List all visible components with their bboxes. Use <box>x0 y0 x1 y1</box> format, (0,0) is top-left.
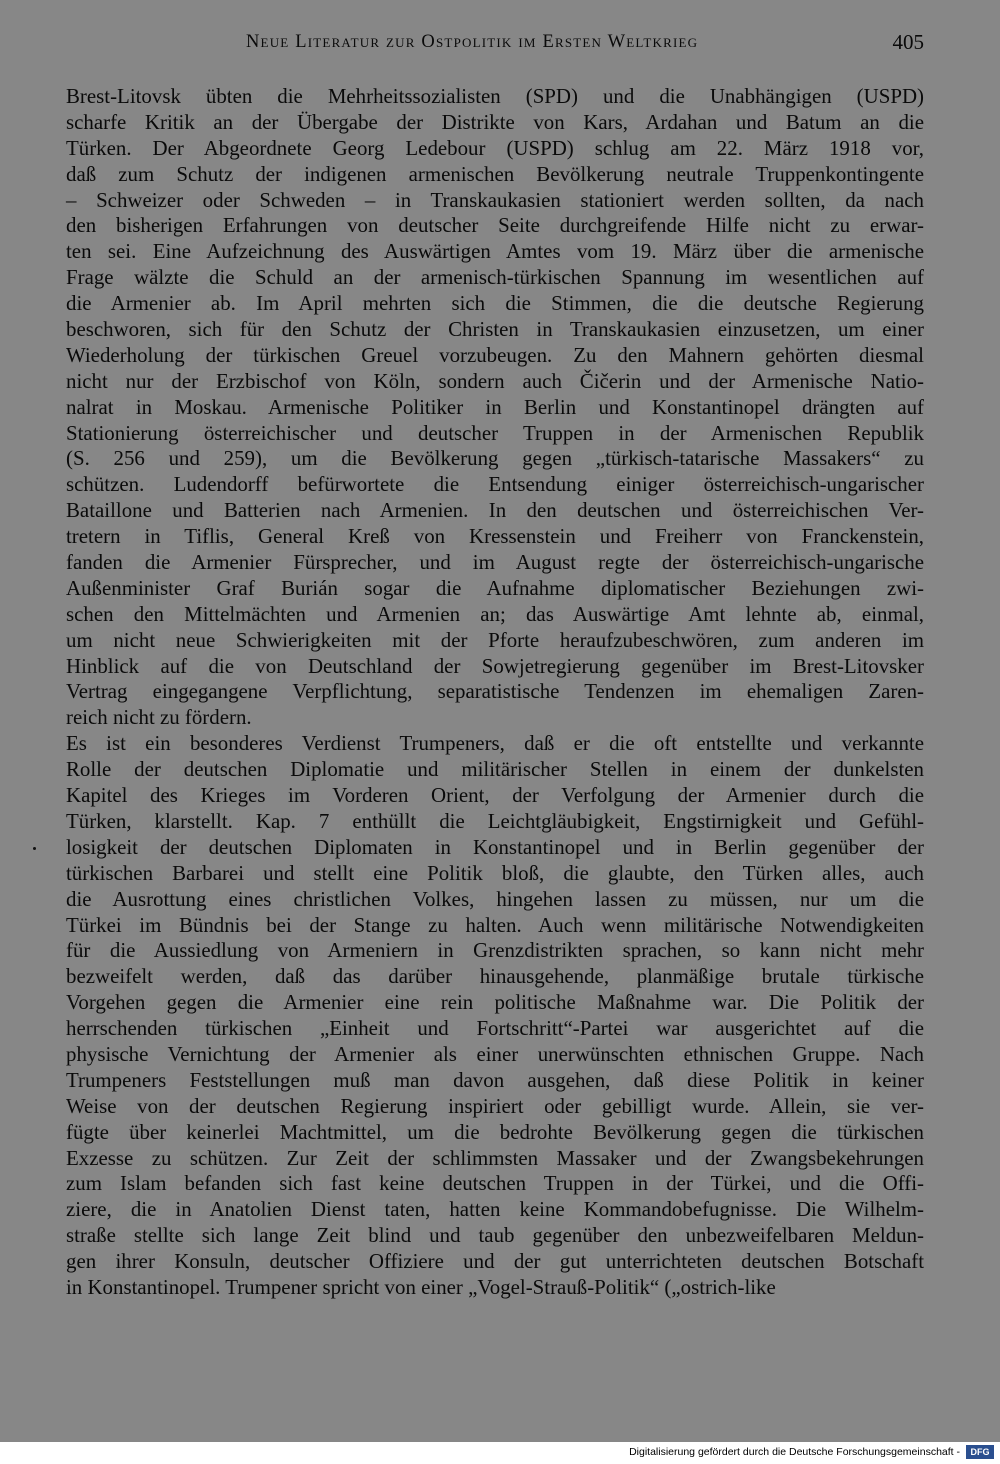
text-line: reich nicht zu fördern. <box>66 705 252 730</box>
text-line: – Schweizer oder Schweden – in Transkaukasien stationiert werden sollten, da nach <box>66 187 924 212</box>
text-line: schen den Mittelmächten und Armenien an; das Auswärtige Amt lehnte ab, einmal, <box>66 601 924 626</box>
text-line: Bataillone und Batterien nach Armenien. In den deutschen und österreichischen Ver- <box>66 498 924 523</box>
text-line: Türken, klarstellt. Kap. 7 enthüllt die Leichtgläubigkeit, Engstirnigkeit und Gefühl- <box>66 808 924 833</box>
text-line: fügte über keinerlei Machtmittel, um die bedrohte Bevölkerung gegen die türkischen <box>66 1119 924 1144</box>
text-line: fanden die Armenier Fürsprecher, und im August regte der österreichisch-ungarische <box>66 550 924 575</box>
margin-mark <box>33 847 36 850</box>
dfg-logo: DFG <box>966 1445 994 1459</box>
text-line: ziere, die in Anatolien Dienst taten, hatten keine Kommandobefugnisse. Die Wilhelm- <box>66 1197 924 1222</box>
text-line: Rolle der deutschen Diplomatie und militärischer Stellen in einem der dunkelsten <box>66 757 924 782</box>
text-line: scharfe Kritik an der Übergabe der Distrikte von Kars, Ardahan und Batum an die <box>66 109 924 134</box>
text-line: Vertrag eingegangene Verpflichtung, separatistische Tendenzen im ehemaligen Zaren- <box>66 679 924 704</box>
text-line: nicht nur der Erzbischof von Köln, sondern auch Čičerin und der Armenische Natio- <box>66 368 924 393</box>
text-line: in Konstantinopel. Trumpener spricht von einer „Vogel-Strauß-Politik“ („ostrich-like <box>66 1274 776 1299</box>
page-number: 405 <box>892 30 924 54</box>
page-header <box>66 28 924 62</box>
text-line: Es ist ein besonderes Verdienst Trumpeners, daß er die oft entstellte und verkannte <box>66 731 924 756</box>
text-line: losigkeit der deutschen Diplomaten in Konstantinopel und in Berlin gegenüber der <box>66 834 924 859</box>
text-line: gen ihrer Konsuln, deutscher Offiziere und der gut unterrichteten deutschen Botschaft <box>66 1249 924 1274</box>
text-line: Brest-Litovsk übten die Mehrheitssozialisten (SPD) und die Unabhängigen (USPD) <box>66 84 924 108</box>
text-line: Außenminister Graf Burián sogar die Aufnahme diplomatischer Beziehungen zwi- <box>66 575 924 600</box>
text-line: um nicht neue Schwierigkeiten mit der Pforte heraufzubeschwören, zum anderen im <box>66 627 924 652</box>
text-line: den bisherigen Erfahrungen von deutscher Seite durchgreifende Hilfe nicht zu erwar- <box>66 213 924 238</box>
text-line: für die Aussiedlung von Armeniern in Grenzdistrikten sprachen, so kann nicht mehr <box>66 938 924 963</box>
text-line: Wiederholung der türkischen Greuel vorzubeugen. Zu den Mahnern gehörten diesmal <box>66 342 924 367</box>
body-text <box>66 84 924 1301</box>
text-line: nalrat in Moskau. Armenische Politiker in Berlin und Konstantinopel drängten auf <box>66 394 924 419</box>
text-line: straße stellte sich lange Zeit blind und taub gegenüber den unbezweifelbaren Meldun- <box>66 1223 924 1248</box>
text-line: tretern in Tiflis, General Kreß von Kressenstein und Freiherr von Franckenstein, <box>66 524 924 549</box>
text-line: beschworen, sich für den Schutz der Christen in Transkaukasien einzusetzen, um einer <box>66 317 924 342</box>
digitization-footer <box>0 1442 1000 1464</box>
text-line: zum Islam befanden sich fast keine deutschen Truppen in der Türkei, und die Offi- <box>66 1171 924 1196</box>
text-line: ten sei. Eine Aufzeichnung des Auswärtigen Amtes vom 19. März über die armenische <box>66 239 924 264</box>
text-line: türkischen Barbarei und stellt eine Politik bloß, die glaubte, den Türken alles, auch <box>66 860 924 885</box>
text-line: die Ausrottung eines christlichen Volkes, hingehen lassen zu müssen, nur um die <box>66 886 924 911</box>
text-line: Türkei im Bündnis bei der Stange zu halten. Auch wenn militärische Notwendigkeiten <box>66 912 924 937</box>
text-line: Kapitel des Krieges im Vorderen Orient, der Verfolgung der Armenier durch die <box>66 783 924 808</box>
text-line: (S. 256 und 259), um die Bevölkerung gegen „türkisch-tatarische Massakers“ zu <box>66 446 924 471</box>
text-line: Weise von der deutschen Regierung inspiriert oder gebilligt wurde. Allein, sie ver- <box>66 1093 924 1118</box>
text-line: daß zum Schutz der indigenen armenischen Bevölkerung neutrale Truppenkontingente <box>66 161 924 186</box>
text-line: Hinblick auf die von Deutschland der Sowjetregierung gegenüber im Brest-Litovsker <box>66 653 924 678</box>
text-line: herrschenden türkischen „Einheit und Fortschritt“-Partei war ausgerichtet auf die <box>66 1016 924 1041</box>
text-line: Türken. Der Abgeordnete Georg Ledebour (USPD) schlug am 22. März 1918 vor, <box>66 135 924 160</box>
text-line: schützen. Ludendorff befürwortete die Entsendung einiger österreichisch-ungarischer <box>66 472 924 497</box>
text-line: physische Vernichtung der Armenier als einer unerwünschten ethnischen Gruppe. Nach <box>66 1041 924 1066</box>
text-line: die Armenier ab. Im April mehrten sich die Stimmen, die die deutsche Regierung <box>66 291 924 316</box>
text-line: Trumpeners Feststellungen muß man davon ausgehen, daß diese Politik in keiner <box>66 1067 924 1092</box>
text-line: Exzesse zu schützen. Zur Zeit der schlimmsten Massaker und der Zwangsbekehrungen <box>66 1145 924 1170</box>
running-title: Neue Literatur zur Ostpolitik im Ersten Weltkrieg <box>246 32 699 52</box>
text-line: bezweifelt werden, daß das darüber hinausgehende, planmäßige brutale türkische <box>66 964 924 989</box>
digitization-note: Digitalisierung gefördert durch die Deutsche Forschungsgemeinschaft - <box>629 1446 960 1458</box>
text-line: Frage wälzte die Schuld an der armenisch-türkischen Spannung im wesentlichen auf <box>66 265 924 290</box>
text-line: Vorgehen gegen die Armenier eine rein politische Maßnahme war. Die Politik der <box>66 990 924 1015</box>
text-line: Stationierung österreichischer und deutscher Truppen in der Armenischen Republik <box>66 420 924 445</box>
